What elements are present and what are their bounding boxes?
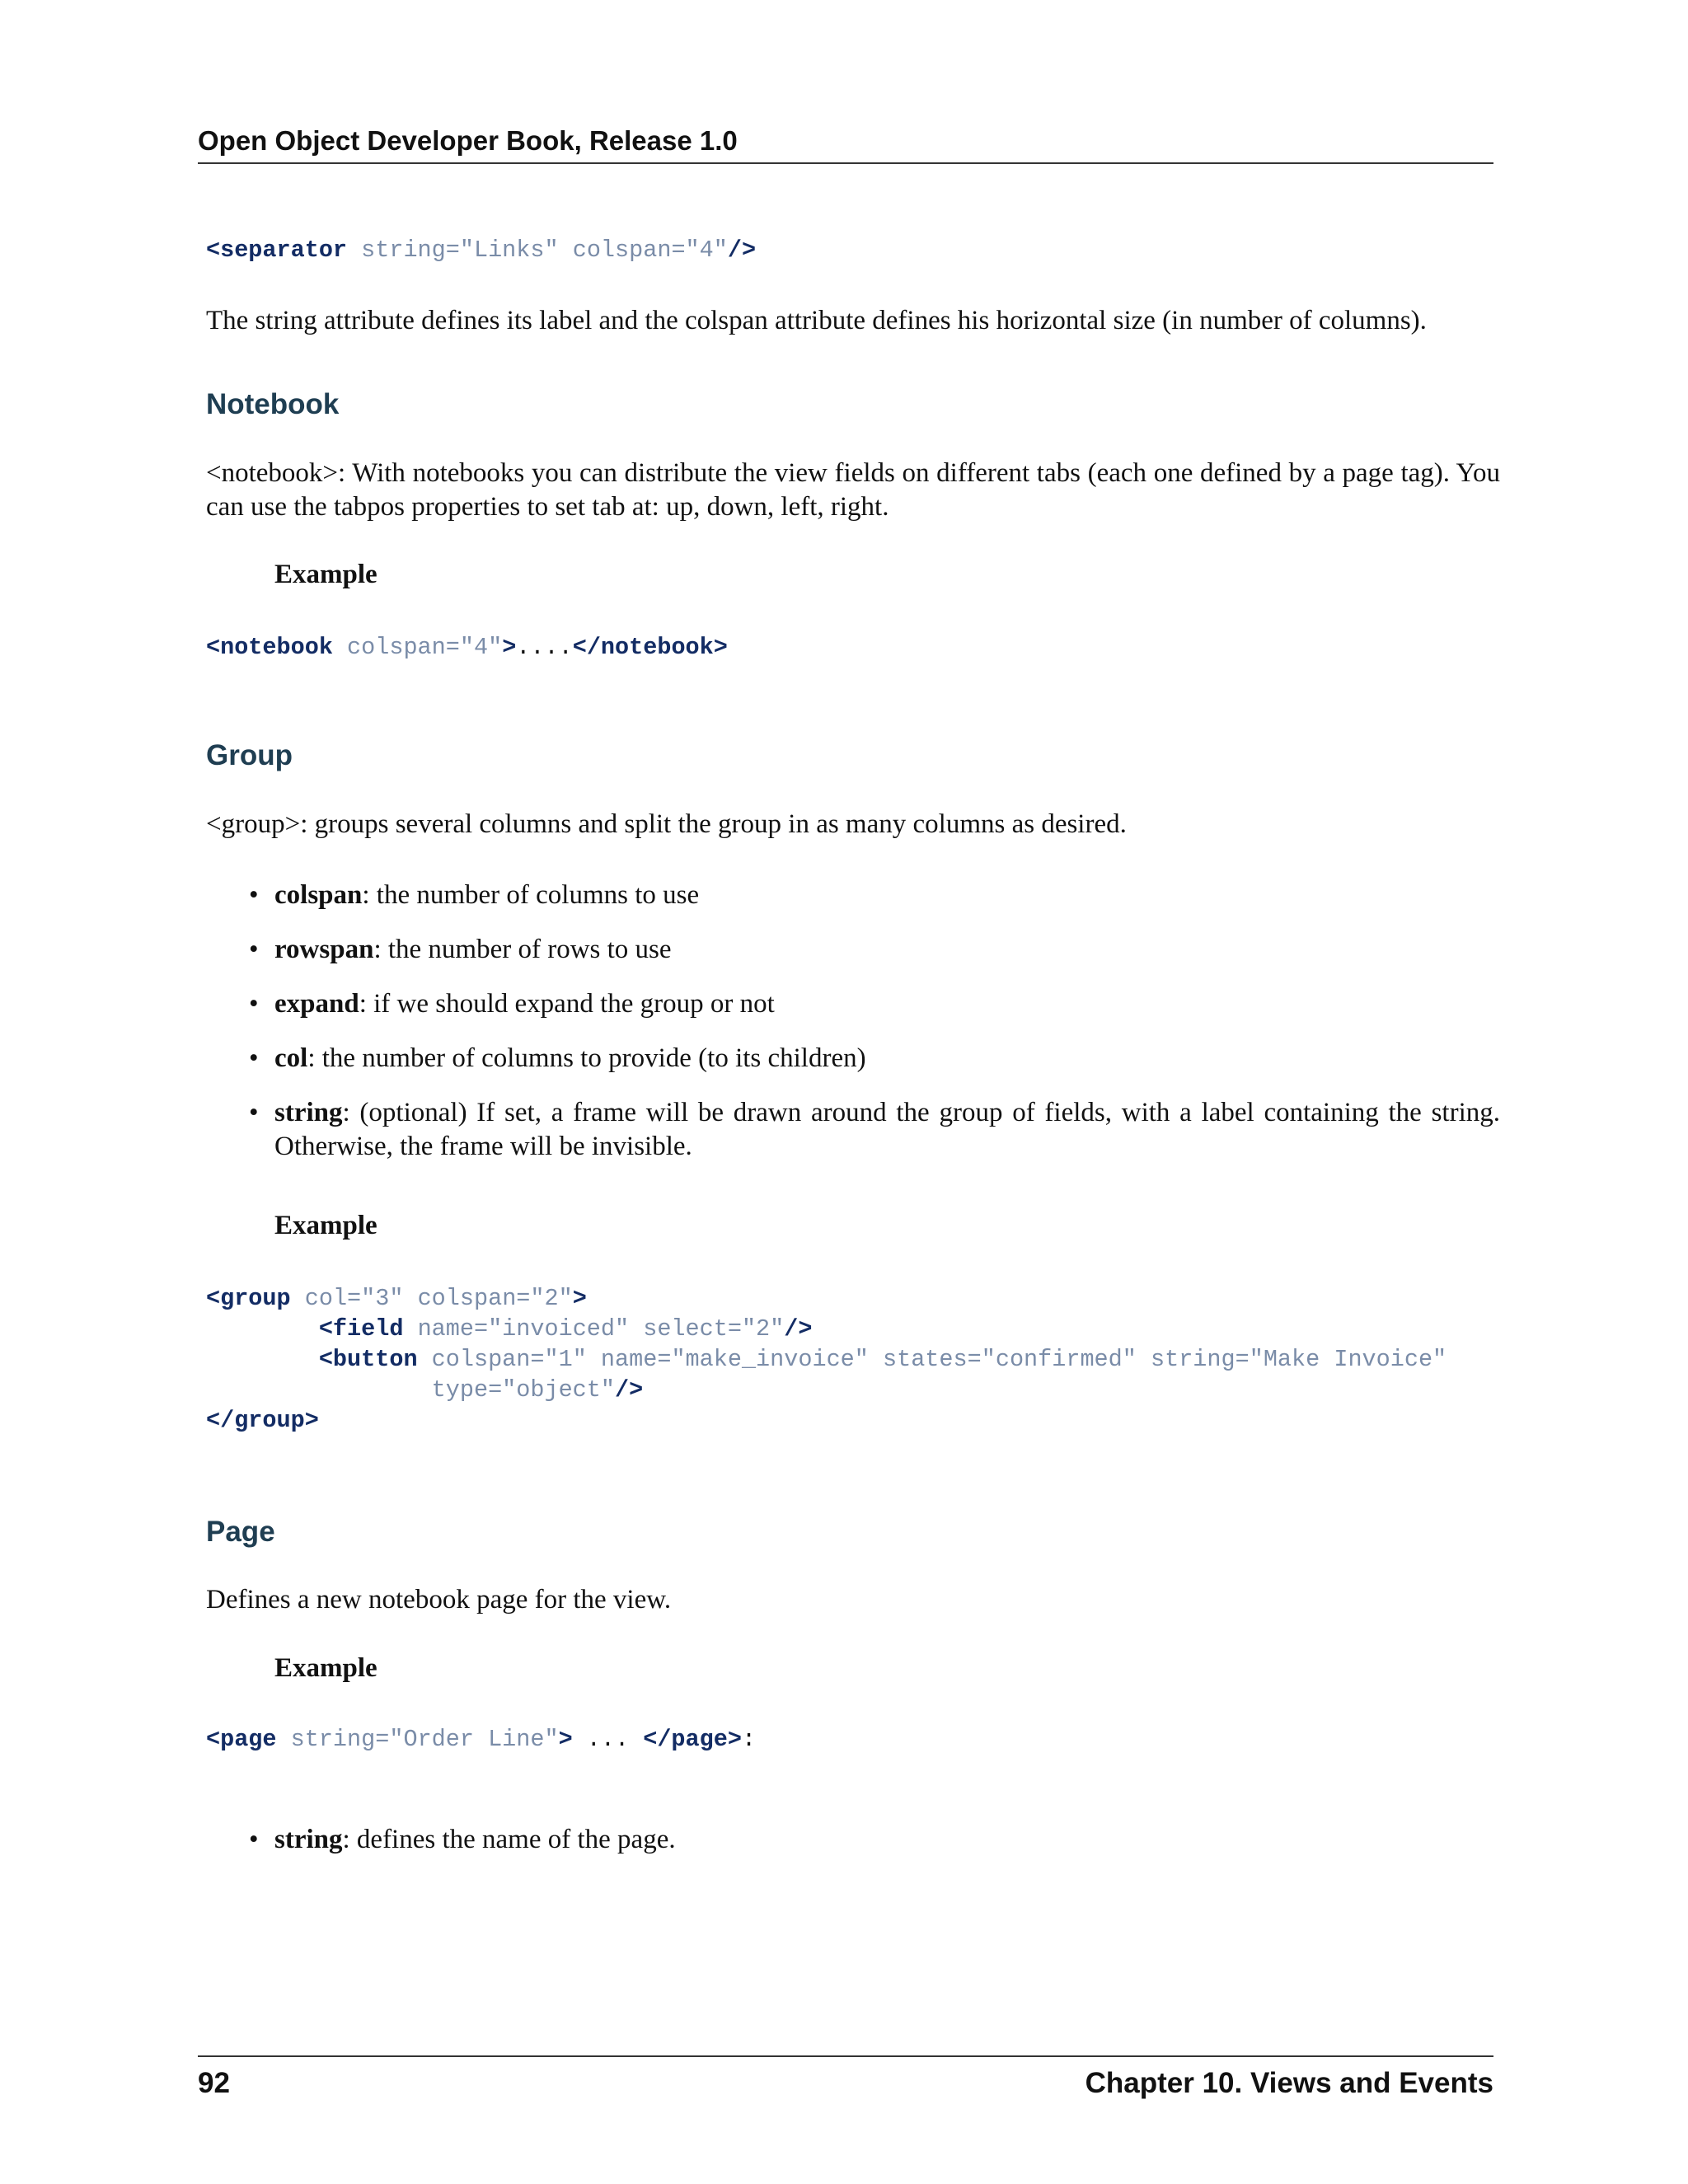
list-text: : the number of rows to use (373, 935, 672, 964)
bullet-icon: • (249, 1825, 259, 1854)
code-text: ... (572, 1726, 644, 1753)
code-tag: </page> (643, 1726, 742, 1753)
code-tag: <group (206, 1285, 291, 1312)
code-attr: type= (431, 1376, 503, 1404)
code-text: : (741, 1726, 757, 1753)
code-attr: colspan= (572, 237, 686, 264)
page-heading: Page (206, 1516, 275, 1548)
code-attr: colspan= (431, 1346, 545, 1373)
page-number: 92 (198, 2067, 230, 2099)
list-item (206, 1042, 1500, 1076)
code-attr: states= (883, 1346, 982, 1373)
code-attr: col= (304, 1285, 362, 1312)
list-item (206, 1096, 1500, 1164)
code-text: .... (516, 634, 573, 661)
code-value: "2" (741, 1315, 785, 1343)
list-term: colspan (274, 880, 363, 910)
code-attr: string= (290, 1726, 390, 1753)
code-attr: colspan= (417, 1285, 531, 1312)
page-example-label: Example (274, 1653, 377, 1683)
list-term: string (274, 1098, 343, 1127)
footer-rule (198, 2055, 1493, 2057)
list-item (206, 879, 1500, 912)
list-text: : (optional) If set, a frame will be drawn around the group of fields, with a label containing the string. Otherwise, the frame will be invisible. (274, 1098, 1500, 1161)
code-attr: string= (361, 237, 460, 264)
code-value: "4" (685, 237, 728, 264)
code-value: "confirmed" (981, 1346, 1137, 1373)
list-text: : the number of columns to provide (to its children) (307, 1043, 866, 1073)
code-value: "3" (361, 1285, 404, 1312)
list-term: string (274, 1825, 343, 1854)
list-item (206, 1823, 1500, 1857)
list-text: : the number of columns to use (362, 880, 700, 910)
code-tag-close: /> (727, 237, 757, 264)
code-attr: select= (643, 1315, 742, 1343)
code-value: "2" (530, 1285, 573, 1312)
code-tag: <button (318, 1346, 418, 1373)
group-heading: Group (206, 739, 293, 771)
code-tag-close: /> (615, 1376, 644, 1404)
separator-description: The string attribute defines its label and the colspan attribute defines his horizontal size (in number of columns). (206, 306, 1427, 335)
code-tag-close: > (502, 634, 517, 661)
code-value: "1" (544, 1346, 587, 1373)
code-value: "invoiced" (488, 1315, 630, 1343)
page-code-block (206, 1724, 1500, 1755)
code-value: "object" (502, 1376, 615, 1404)
page-attribute-list (206, 1823, 1500, 1857)
code-tag: <page (206, 1726, 277, 1753)
list-term: col (274, 1043, 308, 1073)
code-attr: name= (600, 1346, 672, 1373)
code-value: "Make Invoice" (1249, 1346, 1447, 1373)
separator-code-block (206, 235, 1500, 265)
code-tag: </group> (206, 1407, 319, 1434)
code-attr: string= (1150, 1346, 1250, 1373)
list-term: expand (274, 989, 359, 1019)
notebook-example-label: Example (274, 560, 377, 589)
notebook-heading: Notebook (206, 388, 340, 420)
code-tag: <notebook (206, 634, 333, 661)
group-description: <group>: groups several columns and split the group in as many columns as desired. (206, 809, 1127, 839)
notebook-description: <notebook>: With notebooks you can distribute the view fields on different tabs (each one defined by a page tag). You can use the tabpos properties to set tab at: up, down, left, right. (206, 458, 1500, 522)
code-tag-close: > (558, 1726, 573, 1753)
code-tag: <field (318, 1315, 404, 1343)
list-term: rowspan (274, 935, 374, 964)
code-attr: name= (417, 1315, 489, 1343)
bullet-icon: • (249, 989, 259, 1019)
notebook-code-block (206, 632, 1500, 663)
group-example-label: Example (274, 1211, 377, 1240)
header-rule (198, 162, 1493, 164)
page-description: Defines a new notebook page for the view. (206, 1585, 672, 1615)
list-text: : defines the name of the page. (342, 1825, 676, 1854)
running-header: Open Object Developer Book, Release 1.0 (198, 125, 738, 156)
code-tag: <separator (206, 237, 348, 264)
list-item (206, 987, 1500, 1021)
bullet-icon: • (249, 1098, 259, 1127)
bullet-icon: • (249, 880, 259, 910)
code-tag-close: > (572, 1285, 587, 1312)
code-value: "make_invoice" (671, 1346, 869, 1373)
code-value: "4" (459, 634, 503, 661)
code-tag-close: /> (784, 1315, 813, 1343)
chapter-title: Chapter 10. Views and Events (1085, 2067, 1493, 2099)
code-value: "Links" (459, 237, 559, 264)
bullet-icon: • (249, 1043, 259, 1073)
code-value: "Order Line" (389, 1726, 559, 1753)
bullet-icon: • (249, 935, 259, 964)
group-attribute-list (206, 879, 1500, 1164)
list-item (206, 933, 1500, 967)
code-tag: </notebook> (572, 634, 728, 661)
list-text: : if we should expand the group or not (359, 989, 775, 1019)
code-attr: colspan= (347, 634, 460, 661)
group-code-block (206, 1283, 1500, 1436)
